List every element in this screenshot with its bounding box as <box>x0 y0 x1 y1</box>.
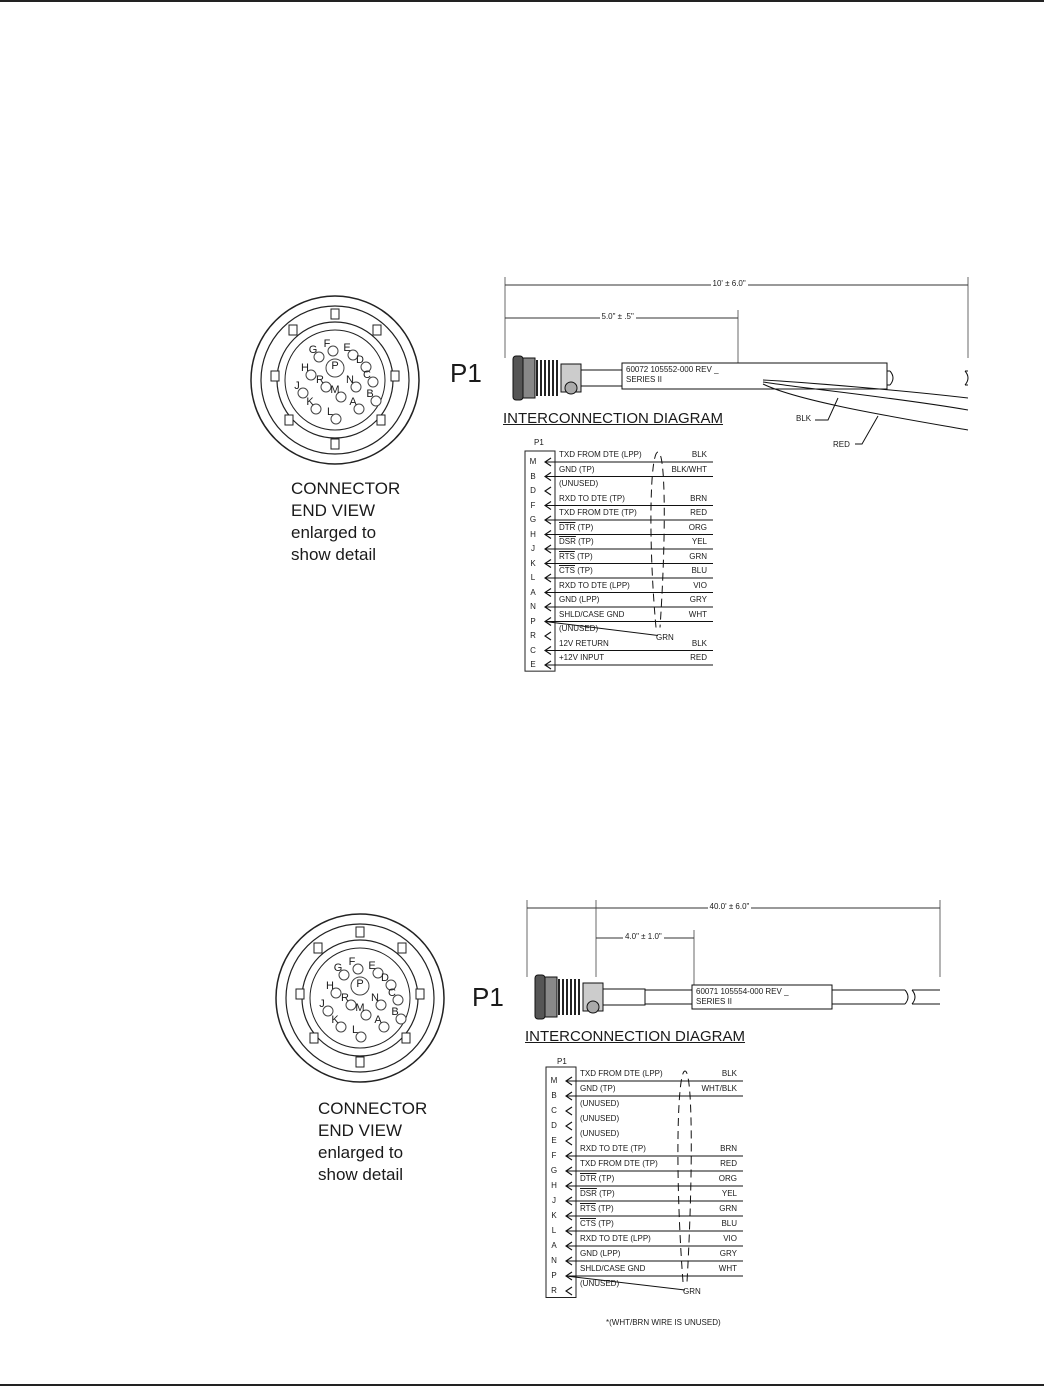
pin-letter-R: R <box>316 374 324 386</box>
pin-C: C <box>530 645 536 655</box>
pin-R: R <box>551 1286 557 1295</box>
connector-ring-2 <box>286 924 434 1072</box>
pin-H: H <box>530 529 536 539</box>
pin-J: J <box>552 1196 556 1205</box>
signal-E: (UNUSED) <box>580 1129 620 1138</box>
signal-D: (UNUSED) <box>580 1114 620 1123</box>
caption-line: enlarged to <box>291 523 377 542</box>
pin-letter-A: A <box>349 396 357 408</box>
wire-color-E: RED <box>690 653 707 662</box>
interconnection-diagram-title: INTERCONNECTION DIAGRAM <box>525 1028 746 1045</box>
bayonet-tab <box>331 309 339 319</box>
wire-color-G: RED <box>720 1159 737 1168</box>
bayonet-tab <box>296 989 304 999</box>
bayonet-tab <box>377 415 385 425</box>
signal-B: GND (TP) <box>580 1084 616 1093</box>
wire-color-L: BLU <box>691 566 707 575</box>
signal-P: SHLD/CASE GND <box>559 609 625 619</box>
connector-end-view-caption <box>291 478 400 566</box>
cable-series-label: SERIES II <box>696 997 733 1006</box>
signal-F: RXD TO DTE (TP) <box>580 1144 646 1153</box>
signal-G: TXD FROM DTE (TP) <box>559 508 637 517</box>
cable-break-left <box>905 990 908 1004</box>
cable-drawing <box>0 890 1044 1340</box>
pin-M: M <box>550 1076 558 1085</box>
cable-break-right <box>912 990 915 1004</box>
pin-letter-G: G <box>308 344 318 356</box>
wire-color-F: BRN <box>690 493 707 503</box>
pin-letter-P: P <box>356 978 364 990</box>
wire-color-H: ORG <box>718 1174 737 1183</box>
plug-collar <box>523 358 535 398</box>
wire-color-K: GRN <box>719 1204 737 1213</box>
pin-letter-P: P <box>331 360 339 372</box>
pin-letter-N: N <box>371 992 379 1004</box>
pin-letter-N: N <box>346 374 354 386</box>
cable-series-label: SERIES II <box>626 375 663 384</box>
signal-H: $\overline{DTR}$ (TP) <box>559 522 594 532</box>
bayonet-tab <box>356 927 364 937</box>
footnote: *(WHT/BRN WIRE IS UNUSED) <box>606 1317 721 1327</box>
bayonet-tab <box>285 415 293 425</box>
pin-G: G <box>550 1166 558 1175</box>
caption-line: show detail <box>291 545 377 564</box>
pin-R: R <box>530 631 536 640</box>
p1-label: P1 <box>450 358 482 388</box>
signal-H: $\overline{DTR}$ (TP) <box>580 1174 615 1183</box>
signal-K: $\overline{RTS}$ (TP) <box>580 1204 614 1213</box>
pin-N: N <box>530 602 536 611</box>
pin-J: J <box>531 544 535 553</box>
pin-H: H <box>551 1181 557 1190</box>
bayonet-tab <box>373 325 381 335</box>
signal-C: 12V RETURN <box>559 638 609 648</box>
wire-color-M: BLK <box>721 1069 737 1078</box>
pin-letter-M: M <box>330 384 340 396</box>
bayonet-tab <box>402 1033 410 1043</box>
bayonet-tab <box>271 371 279 381</box>
wire-color-B: WHT/BLK <box>701 1084 737 1093</box>
wire-color-A: VIO <box>693 580 707 590</box>
pin-letter-D: D <box>381 972 389 984</box>
cable-break-right <box>965 371 968 385</box>
signal-F: RXD TO DTE (TP) <box>559 493 625 503</box>
strip-length-label: 4.0" ± 1.0" <box>625 932 662 941</box>
pin-letter-J: J <box>294 380 300 392</box>
lead-label-red: RED <box>833 440 850 449</box>
overall-length-label: 40.0' ± 6.0" <box>709 902 750 911</box>
interconnection-diagram-title: INTERCONNECTION DIAGRAM <box>503 410 724 427</box>
wire-color-H: ORG <box>688 522 707 532</box>
pin-letter-B: B <box>366 388 374 400</box>
plug-face <box>513 356 523 400</box>
signal-C: (UNUSED) <box>580 1099 620 1108</box>
wire-color-A: VIO <box>723 1234 737 1243</box>
pin-E: E <box>530 660 536 669</box>
pin-letter-H: H <box>326 980 334 992</box>
wire-color-K: GRN <box>689 551 707 561</box>
pin-letter-D: D <box>356 354 364 366</box>
wire-color-L: BLU <box>721 1219 737 1228</box>
pin-letter-M: M <box>355 1002 365 1014</box>
shield-color-label: GRN <box>683 1287 701 1296</box>
cable-diagram-2 <box>0 890 1044 1340</box>
power-lead-2 <box>763 384 968 430</box>
pin-letter-K: K <box>306 396 314 408</box>
plug-collar <box>545 977 557 1017</box>
pin-P: P <box>551 1271 557 1280</box>
signal-P: SHLD/CASE GND <box>580 1264 646 1273</box>
pin-letter-L: L <box>351 1024 359 1036</box>
cable-boot <box>603 989 645 1005</box>
pin-C: C <box>551 1106 557 1115</box>
wire-color-M: BLK <box>691 450 707 459</box>
clamp-screw <box>565 382 577 394</box>
cable-boot <box>581 370 623 386</box>
pin-letter-L: L <box>326 406 334 418</box>
pin-B: B <box>530 471 536 481</box>
connector-end-view-caption <box>318 1098 427 1186</box>
overall-length-label: 10' ± 6.0" <box>712 279 746 288</box>
pin-D: D <box>530 486 536 495</box>
pin-letter-H: H <box>301 362 309 374</box>
pin-B: B <box>551 1091 557 1100</box>
bayonet-tab <box>314 943 322 953</box>
wire-color-J: YEL <box>721 1189 737 1198</box>
pin-letter-K: K <box>331 1014 339 1026</box>
wire-color-J: YEL <box>691 537 707 546</box>
pin-D: D <box>551 1121 557 1130</box>
pin-A: A <box>551 1241 557 1250</box>
strip-length-label: 5.0" ± .5" <box>601 312 634 321</box>
shield-color-label: GRN <box>656 632 674 642</box>
signal-N: GND (LPP) <box>580 1249 621 1258</box>
pin-letter-E: E <box>343 342 351 354</box>
pin-F: F <box>530 500 536 510</box>
bayonet-tab <box>331 439 339 449</box>
signal-J: $\overline{DSR}$ (TP) <box>580 1189 615 1198</box>
caption-line: CONNECTOR <box>318 1099 428 1118</box>
pin-letter-A: A <box>374 1014 382 1026</box>
p1-label: P1 <box>472 982 504 1012</box>
pin-letter-C: C <box>388 987 396 999</box>
signal-L: $\overline{CTS}$ (TP) <box>580 1219 614 1228</box>
bayonet-tab <box>416 989 424 999</box>
pin-G: G <box>529 515 537 524</box>
wire-color-N: GRY <box>689 595 707 604</box>
wire-color-B: BLK/WHT <box>671 464 707 474</box>
signal-A: RXD TO DTE (LPP) <box>559 580 630 590</box>
signal-R: (UNUSED) <box>580 1279 620 1288</box>
pin-A: A <box>530 587 536 597</box>
bayonet-tab <box>289 325 297 335</box>
pin-letter-F: F <box>323 338 331 350</box>
red-lead-leader <box>855 416 878 444</box>
cable-diagram-1 <box>0 268 1044 698</box>
signal-E: +12V INPUT <box>559 653 605 662</box>
signal-G: TXD FROM DTE (TP) <box>580 1159 658 1168</box>
wire-color-C: BLK <box>691 638 707 648</box>
pin-N: N <box>551 1256 557 1265</box>
wire-color-N: GRY <box>719 1249 737 1258</box>
cable-part-number: 60071 105554-000 REV _ <box>696 987 789 996</box>
pin-letter-C: C <box>363 369 371 381</box>
cable-drawing <box>0 268 1044 698</box>
clamp-screw <box>587 1001 599 1013</box>
bayonet-tab <box>310 1033 318 1043</box>
pin-L: L <box>530 573 536 582</box>
signal-K: $\overline{RTS}$ (TP) <box>559 551 593 561</box>
wire-color-G: RED <box>690 508 707 517</box>
pin-E: E <box>551 1136 557 1145</box>
bayonet-tab <box>398 943 406 953</box>
signal-N: GND (LPP) <box>559 595 600 604</box>
pin-P: P <box>530 616 536 626</box>
pin-K: K <box>551 1211 557 1220</box>
cable-break-left <box>890 371 893 385</box>
bayonet-tab <box>391 371 399 381</box>
signal-B: GND (TP) <box>559 464 595 474</box>
caption-line: CONNECTOR <box>291 479 401 498</box>
signal-M: TXD FROM DTE (LPP) <box>580 1069 663 1078</box>
signal-M: TXD FROM DTE (LPP) <box>559 450 642 459</box>
signal-R: (UNUSED) <box>559 624 599 633</box>
plug-face <box>535 975 545 1019</box>
pin-L: L <box>551 1226 557 1235</box>
pin-K: K <box>530 558 536 568</box>
top-rule <box>0 0 1044 2</box>
signal-D: (UNUSED) <box>559 479 599 488</box>
signal-A: RXD TO DTE (LPP) <box>580 1234 651 1243</box>
caption-line: show detail <box>318 1165 404 1184</box>
wire-color-P: WHT <box>688 609 707 619</box>
bottom-rule <box>0 1384 1044 1386</box>
cable-part-number: 60072 105552-000 REV _ <box>626 365 719 374</box>
bayonet-tab <box>356 1057 364 1067</box>
pin-M: M <box>529 457 537 466</box>
caption-line: enlarged to <box>318 1143 404 1162</box>
pin-letter-F: F <box>348 956 356 968</box>
caption-line: END VIEW <box>291 501 376 520</box>
wire-color-F: BRN <box>720 1144 737 1153</box>
p1-small-label: P1 <box>534 438 544 447</box>
p1-small-label: P1 <box>557 1057 567 1066</box>
caption-line: END VIEW <box>318 1121 403 1140</box>
wire-color-P: WHT <box>718 1264 737 1273</box>
pin-letter-E: E <box>368 960 376 972</box>
pin-letter-J: J <box>319 998 325 1010</box>
pin-letter-G: G <box>333 962 343 974</box>
signal-J: $\overline{DSR}$ (TP) <box>559 537 594 546</box>
pin-letter-B: B <box>391 1006 399 1018</box>
connector-ring-2 <box>261 306 409 454</box>
pin-F: F <box>551 1151 557 1160</box>
pin-letter-R: R <box>341 992 349 1004</box>
signal-L: $\overline{CTS}$ (TP) <box>559 566 593 575</box>
lead-label-blk: BLK <box>796 414 812 423</box>
